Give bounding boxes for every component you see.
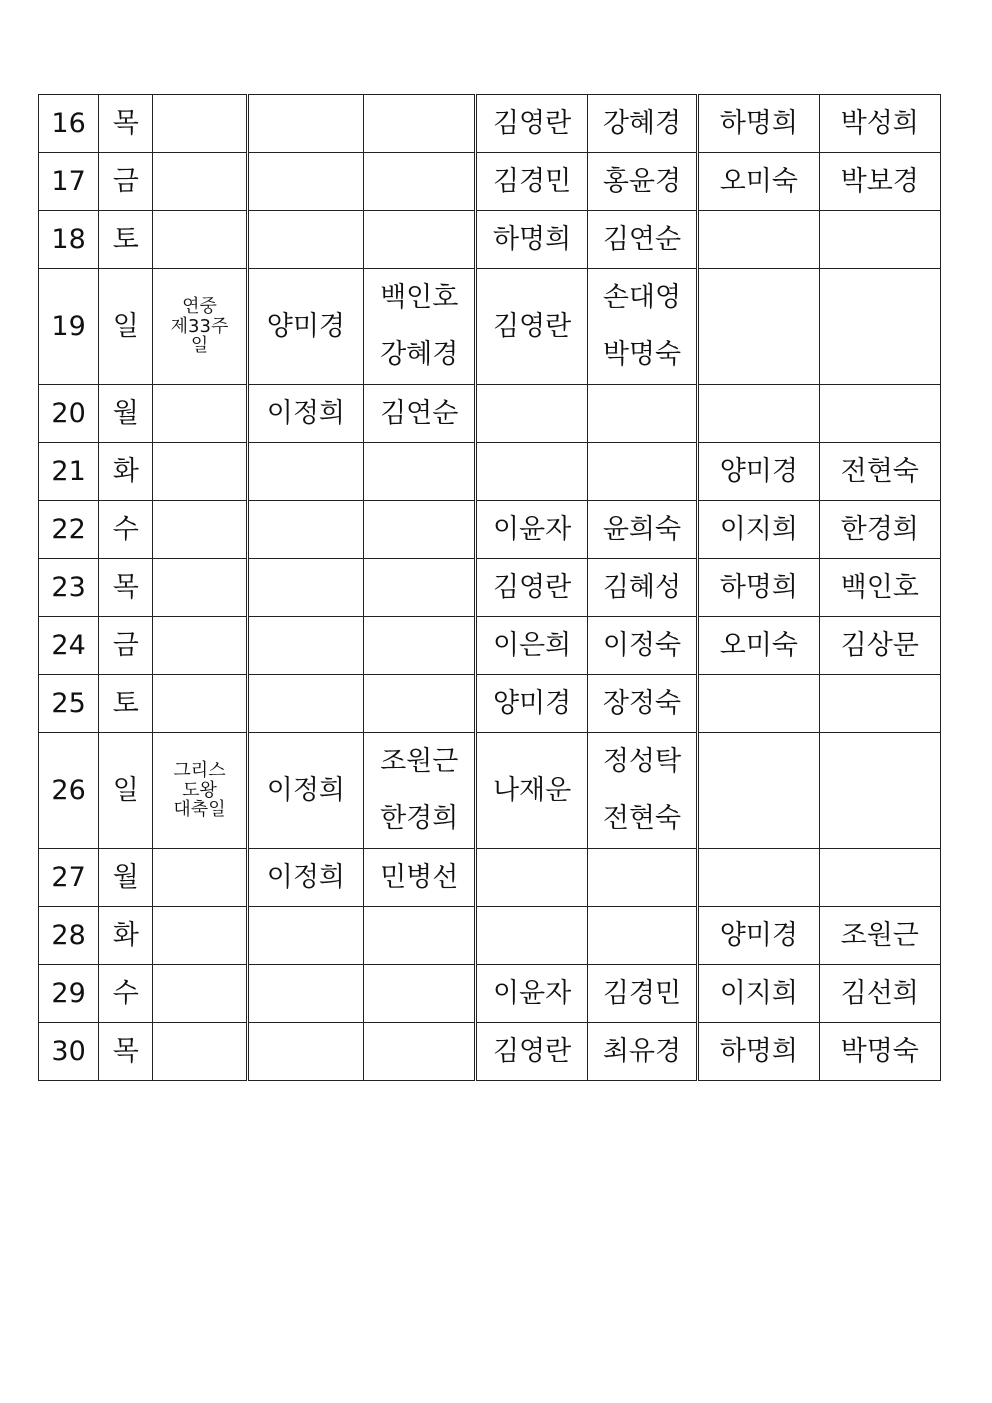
feast-cell bbox=[153, 443, 247, 501]
assignee-cell bbox=[364, 153, 476, 211]
table-row bbox=[39, 211, 941, 269]
date-cell: 22 bbox=[39, 501, 99, 559]
assignee-name: 조원근 bbox=[380, 745, 459, 777]
weekday-cell: 목 bbox=[99, 1023, 153, 1081]
weekday-cell: 목 bbox=[99, 559, 153, 617]
weekday-cell: 월 bbox=[99, 385, 153, 443]
table-row bbox=[39, 617, 941, 675]
assignee-cell: 김영란 bbox=[476, 559, 587, 617]
assignee-cell bbox=[364, 1023, 476, 1081]
assignee-cell: 홍윤경 bbox=[587, 153, 697, 211]
table-row bbox=[39, 443, 941, 501]
assignee-cell: 이지희 bbox=[698, 965, 819, 1023]
date-cell: 19 bbox=[39, 269, 99, 385]
assignee-cell bbox=[364, 965, 476, 1023]
assignee-cell bbox=[819, 733, 940, 849]
assignee-cell: 하명희 bbox=[698, 559, 819, 617]
table-row bbox=[39, 849, 941, 907]
weekday-cell: 수 bbox=[99, 965, 153, 1023]
assignee-cell: 윤희숙 bbox=[587, 501, 697, 559]
assignee-name: 한경희 bbox=[380, 803, 459, 835]
assignee-cell bbox=[247, 675, 363, 733]
date-cell: 23 bbox=[39, 559, 99, 617]
assignee-cell bbox=[247, 443, 363, 501]
table-row bbox=[39, 269, 941, 385]
table-row bbox=[39, 95, 941, 153]
assignee-name: 백인호 bbox=[380, 281, 459, 313]
weekday-cell: 화 bbox=[99, 443, 153, 501]
assignee-cell bbox=[247, 1023, 363, 1081]
feast-cell bbox=[153, 907, 247, 965]
date-cell: 28 bbox=[39, 907, 99, 965]
assignee-cell: 이윤자 bbox=[476, 501, 587, 559]
assignee-cell bbox=[698, 385, 819, 443]
assignee-cell: 양미경 bbox=[476, 675, 587, 733]
assignee-cell: 김영란 bbox=[476, 269, 587, 385]
assignee-cell bbox=[698, 211, 819, 269]
assignee-name: 정성탁 bbox=[602, 745, 682, 777]
assignee-cell: 김혜성 bbox=[587, 559, 697, 617]
table-row bbox=[39, 501, 941, 559]
feast-cell bbox=[153, 849, 247, 907]
feast-cell bbox=[153, 675, 247, 733]
assignee-cell bbox=[698, 849, 819, 907]
assignee-cell: 김경민 bbox=[587, 965, 697, 1023]
assignee-cell: 하명희 bbox=[476, 211, 587, 269]
assignee-cell bbox=[247, 965, 363, 1023]
assignee-cell bbox=[364, 443, 476, 501]
assignee-cell: 하명희 bbox=[698, 95, 819, 153]
assignee-cell: 이은희 bbox=[476, 617, 587, 675]
assignee-cell: 박명숙 bbox=[819, 1023, 940, 1081]
assignee-cell: 김상문 bbox=[819, 617, 940, 675]
assignee-cell: 조원근 bbox=[819, 907, 940, 965]
feast-label bbox=[153, 297, 245, 356]
weekday-cell: 화 bbox=[99, 907, 153, 965]
date-cell: 21 bbox=[39, 443, 99, 501]
assignee-cell bbox=[476, 849, 587, 907]
weekday-cell: 수 bbox=[99, 501, 153, 559]
feast-line: 일 bbox=[190, 335, 209, 357]
assignee-cell bbox=[364, 617, 476, 675]
date-cell: 29 bbox=[39, 965, 99, 1023]
assignee-cell bbox=[364, 501, 476, 559]
assignee-cell bbox=[247, 907, 363, 965]
assignee-cell bbox=[247, 559, 363, 617]
assignee-cell: 양미경 bbox=[698, 907, 819, 965]
assignee-cell: 전현숙 bbox=[819, 443, 940, 501]
assignee-cell: 오미숙 bbox=[698, 153, 819, 211]
assignee-cell bbox=[476, 443, 587, 501]
table-row bbox=[39, 1023, 941, 1081]
assignee-cell bbox=[698, 733, 819, 849]
date-cell: 16 bbox=[39, 95, 99, 153]
assignee-cell: 이윤자 bbox=[476, 965, 587, 1023]
feast-line: 제33주 bbox=[170, 315, 229, 337]
assignee-name: 박명숙 bbox=[602, 339, 682, 371]
date-cell: 30 bbox=[39, 1023, 99, 1081]
assignee-cell bbox=[819, 211, 940, 269]
assignee-cell: 장정숙 bbox=[587, 675, 697, 733]
table-row bbox=[39, 965, 941, 1023]
date-cell: 25 bbox=[39, 675, 99, 733]
feast-line: 도왕 bbox=[182, 779, 217, 801]
assignee-cell: 김연순 bbox=[587, 211, 697, 269]
assignee-cell bbox=[364, 733, 476, 849]
assignee-cell bbox=[587, 269, 697, 385]
assignee-cell: 김경민 bbox=[476, 153, 587, 211]
feast-cell bbox=[153, 211, 247, 269]
table-row bbox=[39, 153, 941, 211]
assignee-cell bbox=[819, 675, 940, 733]
schedule-table bbox=[38, 94, 941, 1081]
weekday-cell: 일 bbox=[99, 733, 153, 849]
assignee-cell bbox=[247, 153, 363, 211]
assignee-cell: 이정숙 bbox=[587, 617, 697, 675]
assignee-cell: 민병선 bbox=[364, 849, 476, 907]
table-row bbox=[39, 559, 941, 617]
assignee-cell bbox=[476, 907, 587, 965]
assignee-cell bbox=[587, 733, 697, 849]
weekday-cell: 일 bbox=[99, 269, 153, 385]
weekday-cell: 월 bbox=[99, 849, 153, 907]
feast-cell bbox=[153, 965, 247, 1023]
table-row bbox=[39, 907, 941, 965]
weekday-cell: 토 bbox=[99, 211, 153, 269]
assignee-cell bbox=[698, 675, 819, 733]
assignee-cell: 이정희 bbox=[247, 733, 363, 849]
assignee-cell: 김선희 bbox=[819, 965, 940, 1023]
table-row bbox=[39, 675, 941, 733]
assignee-cell bbox=[819, 849, 940, 907]
assignee-cell bbox=[364, 559, 476, 617]
feast-line: 대축일 bbox=[173, 799, 226, 821]
assignee-cell: 양미경 bbox=[698, 443, 819, 501]
feast-cell bbox=[153, 733, 247, 849]
assignee-cell: 한경희 bbox=[819, 501, 940, 559]
assignee-cell bbox=[247, 617, 363, 675]
assignee-cell bbox=[587, 907, 697, 965]
weekday-cell: 목 bbox=[99, 95, 153, 153]
date-cell: 17 bbox=[39, 153, 99, 211]
assignee-cell: 이지희 bbox=[698, 501, 819, 559]
schedule-body bbox=[39, 95, 941, 1081]
assignee-cell: 최유경 bbox=[587, 1023, 697, 1081]
feast-cell bbox=[153, 1023, 247, 1081]
feast-label bbox=[153, 761, 245, 820]
assignee-cell: 이정희 bbox=[247, 385, 363, 443]
date-cell: 20 bbox=[39, 385, 99, 443]
assignee-cell: 이정희 bbox=[247, 849, 363, 907]
assignee-cell: 오미숙 bbox=[698, 617, 819, 675]
feast-cell bbox=[153, 153, 247, 211]
assignee-cell bbox=[587, 385, 697, 443]
assignee-cell bbox=[819, 385, 940, 443]
assignee-cell bbox=[364, 907, 476, 965]
assignee-name: 강혜경 bbox=[380, 339, 459, 371]
feast-cell bbox=[153, 95, 247, 153]
assignee-cell: 강혜경 bbox=[587, 95, 697, 153]
table-row bbox=[39, 733, 941, 849]
assignee-cell bbox=[364, 95, 476, 153]
assignee-cell bbox=[698, 269, 819, 385]
assignee-name: 전현숙 bbox=[602, 803, 682, 835]
table-row bbox=[39, 385, 941, 443]
assignee-cell bbox=[247, 501, 363, 559]
feast-cell bbox=[153, 559, 247, 617]
weekday-cell: 금 bbox=[99, 617, 153, 675]
assignee-cell: 나재운 bbox=[476, 733, 587, 849]
date-cell: 18 bbox=[39, 211, 99, 269]
feast-cell bbox=[153, 385, 247, 443]
date-cell: 26 bbox=[39, 733, 99, 849]
assignee-cell: 양미경 bbox=[247, 269, 363, 385]
assignee-cell: 백인호 bbox=[819, 559, 940, 617]
weekday-cell: 토 bbox=[99, 675, 153, 733]
feast-line: 연중 bbox=[182, 295, 217, 317]
date-cell: 24 bbox=[39, 617, 99, 675]
assignee-name: 손대영 bbox=[602, 281, 682, 313]
feast-cell bbox=[153, 269, 247, 385]
assignee-cell bbox=[247, 211, 363, 269]
assignee-cell bbox=[364, 211, 476, 269]
feast-cell bbox=[153, 617, 247, 675]
assignee-cell bbox=[364, 675, 476, 733]
feast-line: 그리스 bbox=[173, 759, 226, 781]
assignee-cell: 박보경 bbox=[819, 153, 940, 211]
assignee-cell bbox=[587, 443, 697, 501]
feast-cell bbox=[153, 501, 247, 559]
assignee-cell bbox=[476, 385, 587, 443]
assignee-cell bbox=[364, 269, 476, 385]
assignee-cell bbox=[587, 849, 697, 907]
assignee-cell: 김영란 bbox=[476, 1023, 587, 1081]
assignee-cell bbox=[247, 95, 363, 153]
assignee-cell: 박성희 bbox=[819, 95, 940, 153]
weekday-cell: 금 bbox=[99, 153, 153, 211]
assignee-cell bbox=[819, 269, 940, 385]
assignee-cell: 김연순 bbox=[364, 385, 476, 443]
assignee-cell: 하명희 bbox=[698, 1023, 819, 1081]
date-cell: 27 bbox=[39, 849, 99, 907]
assignee-cell: 김영란 bbox=[476, 95, 587, 153]
